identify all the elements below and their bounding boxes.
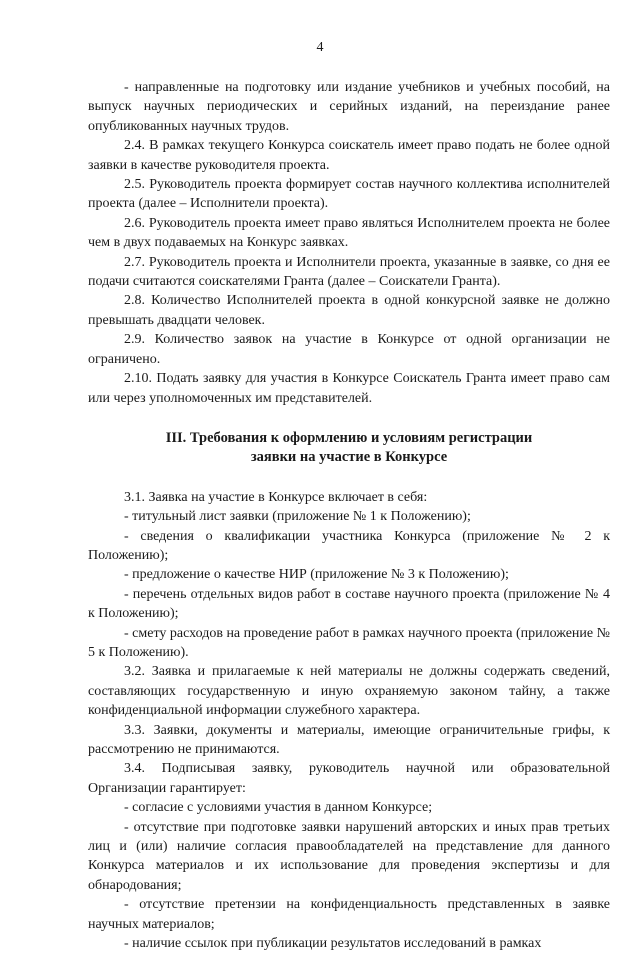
paragraph-3-3: 3.3. Заявки, документы и материалы, имеющие ограничительные грифы, к рассмотрению не принимаются.	[88, 722, 610, 757]
list-item-references: - наличие ссылок при публикации результатов исследований в рамках	[124, 936, 542, 952]
section-heading	[88, 429, 610, 468]
list-item-qualification: - сведения о квалификации участника Конкурса (приложение № 2 к Положению);	[88, 528, 610, 563]
paragraph-2-6: 2.6. Руководитель проекта имеет право являться Исполнителем проекта не более чем в двух подаваемых на Конкурс заявках.	[88, 215, 610, 251]
paragraph-2-9: 2.9. Количество заявок на участие в Конкурсе от одной организации не ограничено.	[88, 332, 610, 367]
paragraph-2-4: 2.4. В рамках текущего Конкурса соискатель имеет право подать не более одной заявки в качестве руководителя проекта.	[88, 138, 610, 173]
page-content	[88, 78, 610, 953]
list-item-cost-estimate: - смету расходов на проведение работ в рамках научного проекта (приложение № 5 к Положению).	[88, 625, 610, 660]
paragraph-2-10: 2.10. Подать заявку для участия в Конкурсе Соискатель Гранта имеет право сам или через уполномоченных им представителей.	[88, 371, 610, 406]
list-item-consent: - согласие с условиями участия в данном Конкурсе;	[124, 800, 433, 816]
paragraph-3-1: 3.1. Заявка на участие в Конкурсе включает в себя:	[124, 489, 428, 505]
paragraph-2-5: 2.5. Руководитель проекта формирует состав научного коллектива исполнителей проекта (далее – Исполнители проекта).	[88, 177, 610, 212]
page-number: 4	[316, 40, 324, 55]
paragraph-2-7: 2.7. Руководитель проекта и Исполнители проекта, указанные в заявке, со дня ее подачи считаются соискателями Гранта (далее – Соискатели Гранта).	[88, 254, 610, 290]
paragraph-3-2: 3.2. Заявка и прилагаемые к ней материалы не должны содержать сведений, составляющих государственную и иную охраняемую законом тайну, а также конфиденциальной информации служебного характера.	[88, 664, 610, 719]
paragraph-3-4: 3.4. Подписывая заявку, руководитель научной или образовательной Организации гарантирует:	[88, 761, 610, 796]
paragraph-textbooks: - направленные на подготовку или издание учебников и учебных пособий, на выпуск научных периодических и серийных изданий, на переиздание ранее опубликованных научных трудов.	[88, 80, 610, 134]
paragraph-2-8: 2.8. Количество Исполнителей проекта в одной конкурсной заявке не должно превышать двадцати человек.	[88, 293, 610, 328]
section-heading-line-2: заявки на участие в Конкурсе	[250, 449, 448, 466]
section-heading-line-1: III. Требования к оформлению и условиям регистрации	[165, 429, 533, 446]
list-item-no-confidentiality-claims: - отсутствие претензии на конфиденциальность представленных в заявке научных материалов;	[88, 897, 610, 932]
list-item-quality-proposal: - предложение о качестве НИР (приложение № 3 к Положению);	[124, 567, 509, 583]
list-item-no-violations: - отсутствие при подготовке заявки нарушений авторских и иных прав третьих лиц и (или) наличие согласия правообладателей на представление для данного Конкурса материалов и их использование для проведения экспертизы и для обнародования;	[88, 819, 610, 893]
list-item-title-page: - титульный лист заявки (приложение № 1 к Положению);	[124, 509, 471, 525]
list-item-works-list: - перечень отдельных видов работ в составе научного проекта (приложение № 4 к Положению);	[88, 586, 610, 622]
